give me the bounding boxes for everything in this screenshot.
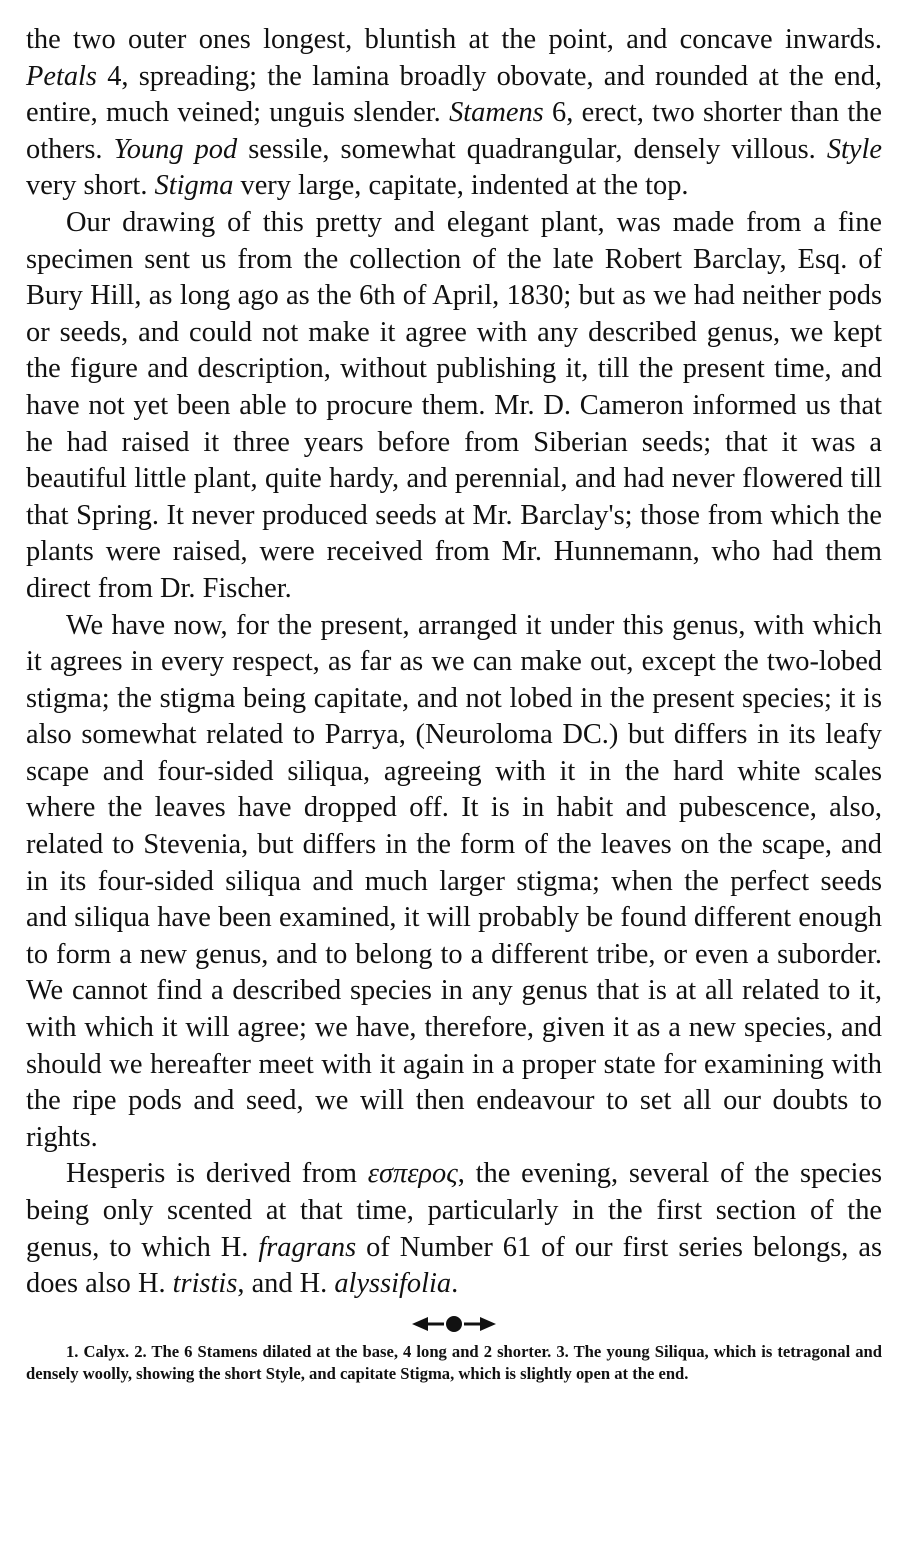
italic-term: Young pod — [113, 133, 238, 165]
text-run: . — [451, 1268, 459, 1300]
italic-term: Style — [826, 133, 882, 165]
text-run: , the evening, several of the species being only scented at that time, particularly in the first section of the genus, to which H. — [26, 1158, 883, 1263]
italic-term: fragrans — [258, 1231, 357, 1263]
italic-term: tristis — [172, 1268, 238, 1300]
text-run: of Number 61 of our first series belongs, as does also H. — [26, 1231, 882, 1300]
arrow-dot-arrow-ornament-icon — [26, 1313, 882, 1335]
text-run: sessile, somewhat quadrangular, densely villous. — [237, 133, 827, 165]
text-run: very large, capitate, indented at the top. — [233, 170, 689, 202]
paragraph-1 — [26, 22, 882, 205]
page — [26, 22, 882, 1385]
italic-term: Stigma — [154, 170, 234, 202]
text-run: very short. — [26, 170, 155, 202]
text-run: , and H. — [237, 1268, 335, 1300]
text-run: 4, spreading; the lamina broadly obovate, and rounded at the end, entire, much veined; unguis slender. — [26, 60, 882, 129]
italic-term: alyssifolia — [334, 1268, 452, 1300]
paragraph-4 — [26, 1156, 882, 1302]
figure-caption-footnote: 1. Calyx. 2. The 6 Stamens dilated at the base, 4 long and 2 shorter. 3. The young Siliqua, which is tetragonal and densely woolly, showing the short Style, and capitate Stigma, which is slightly open at the end. — [26, 1341, 882, 1383]
body-text — [26, 22, 882, 1303]
paragraph-2: Our drawing of this pretty and elegant plant, was made from a fine specimen sent us from the collection of the late Robert Barclay, Esq. of Bury Hill, as long ago as the 6th of April, 1830; but as we had neither pods or seeds, and could not make it agree with any described genus, we kept the figure and description, without publishing it, till the present time, and have not yet been able to procure them. Mr. D. Cameron informed us that he had raised it three years before from Siberian seeds; that it was a beautiful little plant, quite hardy, and perennial, and had never flowered till that Spring. It never produced seeds at Mr. Barclay's; those from which the plants were raised, were received from Mr. Hunnemann, who had them direct from Dr. Fischer. — [26, 206, 882, 604]
text-run: Hesperis is derived from — [66, 1158, 368, 1190]
paragraph-3: We have now, for the present, arranged it under this genus, with which it agrees in every respect, as far as we can make out, except the two-lobed stigma; the stigma being capitate, and not lobed in the present species; it is also somewhat related to Parrya, (Neuroloma DC.) but differs in its leafy scape and four-sided siliqua, agreeing with it in the hard white scales where the leaves have dropped off. It is in habit and pubescence, also, related to Stevenia, but differs in the form of the leaves on the scape, and in its four-sided siliqua and much larger stigma; when the perfect seeds and siliqua have been examined, it will probably be found different enough to form a new genus, and to belong to a different tribe, or even a suborder. We cannot find a described species in any genus that is at all related to it, with which it will agree; we have, therefore, given it as a new species, and should we hereafter meet with it again in a proper state for examining with the ripe pods and seed, we will then endeavour to set all our doubts to rights. — [26, 609, 882, 1153]
text-run: 6, erect, two shorter than the others. — [26, 97, 883, 165]
italic-term: Stamens — [449, 97, 544, 129]
greek-word: εσπερος — [367, 1158, 458, 1190]
text-run: the two outer ones longest, bluntish at the point, and concave inwards. — [26, 24, 882, 55]
italic-term: Petals — [26, 60, 97, 92]
